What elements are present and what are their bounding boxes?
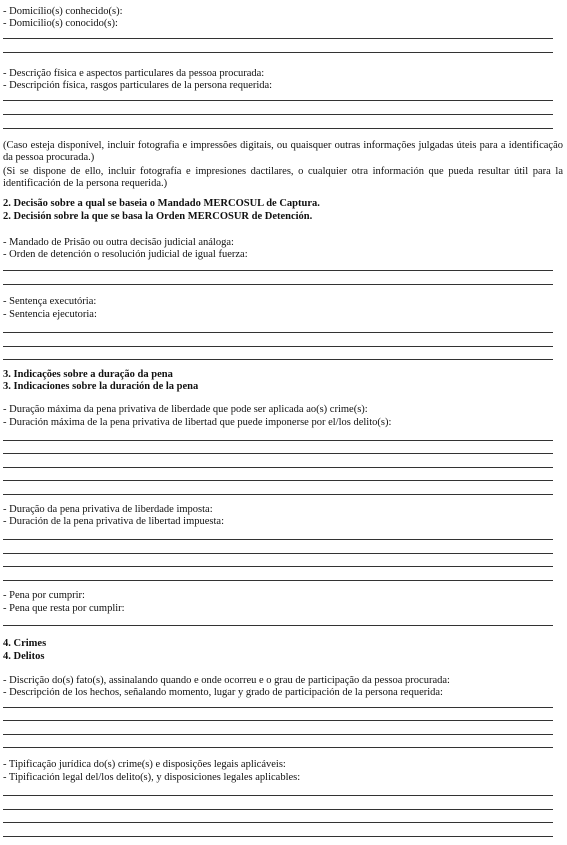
answer-line[interactable] [3, 836, 553, 837]
answer-line[interactable] [3, 332, 553, 333]
answer-line[interactable] [3, 480, 553, 481]
answer-line[interactable] [3, 747, 553, 748]
facts-label-es: - Descripción de los hechos, señalando momento, lugar y grado de participación de la persona requerida: [3, 687, 443, 698]
answer-line[interactable] [3, 284, 553, 285]
answer-line[interactable] [3, 346, 553, 347]
section2-heading-es: 2. Decisión sobre la que se basa la Orden MERCOSUR de Detención. [3, 211, 313, 222]
answer-line[interactable] [3, 52, 553, 53]
answer-line[interactable] [3, 494, 553, 495]
answer-line[interactable] [3, 539, 553, 540]
answer-line[interactable] [3, 720, 553, 721]
section4-heading-pt: 4. Crimes [3, 638, 47, 649]
answer-line[interactable] [3, 707, 553, 708]
warrant-label-es: - Orden de detención o resolución judicial de igual fuerza: [3, 249, 248, 260]
remaining-penalty-label-pt: - Pena por cumprir: [3, 590, 85, 601]
answer-line[interactable] [3, 453, 553, 454]
answer-line[interactable] [3, 467, 553, 468]
sentence-label-pt: - Sentença executória: [3, 296, 97, 307]
section4-heading-es: 4. Delitos [3, 651, 45, 662]
imposed-penalty-label-pt: - Duração da pena privativa de liberdade imposta: [3, 504, 213, 515]
physical-label-pt: - Descrição física e aspectos particulares da pessoa procurada: [3, 68, 265, 79]
answer-line[interactable] [3, 566, 553, 567]
legal-label-pt: - Tipificação jurídica do(s) crime(s) e disposições legais aplicáveis: [3, 759, 286, 770]
physical-label-es: - Descripción física, rasgos particulares de la persona requerida: [3, 80, 273, 91]
imposed-penalty-label-es: - Duración de la pena privativa de libertad impuesta: [3, 516, 224, 527]
answer-line[interactable] [3, 100, 553, 101]
answer-line[interactable] [3, 795, 553, 796]
answer-line[interactable] [3, 440, 553, 441]
answer-line[interactable] [3, 809, 553, 810]
max-penalty-label-es: - Duración máxima de la pena privativa de libertad que puede imponerse por el/los delito(s): [3, 417, 392, 428]
answer-line[interactable] [3, 580, 553, 581]
section2-heading-pt: 2. Decisão sobre a qual se baseia o Mandado MERCOSUL de Captura. [3, 198, 320, 209]
answer-line[interactable] [3, 822, 553, 823]
answer-line[interactable] [3, 625, 553, 626]
answer-line[interactable] [3, 38, 553, 39]
answer-line[interactable] [3, 553, 553, 554]
answer-line[interactable] [3, 128, 553, 129]
answer-line[interactable] [3, 270, 553, 271]
warrant-label-pt: - Mandado de Prisão ou outra decisão judicial análoga: [3, 237, 234, 248]
facts-label-pt: - Discrição do(s) fato(s), assinalando quando e onde ocorreu e o grau de participação da pessoa procurada: [3, 675, 450, 686]
domicile-label-es: - Domicilio(s) conocido(s): [3, 18, 118, 29]
section3-heading-es: 3. Indicaciones sobre la duración de la pena [3, 381, 199, 392]
section3-heading-pt: 3. Indicações sobre a duração da pena [3, 369, 173, 380]
answer-line[interactable] [3, 359, 553, 360]
max-penalty-label-pt: - Duração máxima da pena privativa de liberdade que pode ser aplicada ao(s) crime(s): [3, 404, 368, 415]
answer-line[interactable] [3, 734, 553, 735]
legal-label-es: - Tipificación legal del/los delito(s), y disposiciones legales aplicables: [3, 772, 301, 783]
answer-line[interactable] [3, 114, 553, 115]
photo-note-es: (Si se dispone de ello, incluir fotografía e impresiones dactilares, o cualquier otra información que pueda resultar útil para la identificación de la persona requerida.) [3, 166, 563, 189]
sentence-label-es: - Sentencia ejecutoria: [3, 309, 97, 320]
photo-note-pt: (Caso esteja disponível, incluir fotografia e impressões digitais, ou quaisquer outras informações julgadas úteis para a identificação da pessoa procurada.) [3, 140, 563, 163]
domicile-label-pt: - Domicílio(s) conhecido(s): [3, 6, 123, 17]
remaining-penalty-label-es: - Pena que resta por cumplir: [3, 603, 125, 614]
